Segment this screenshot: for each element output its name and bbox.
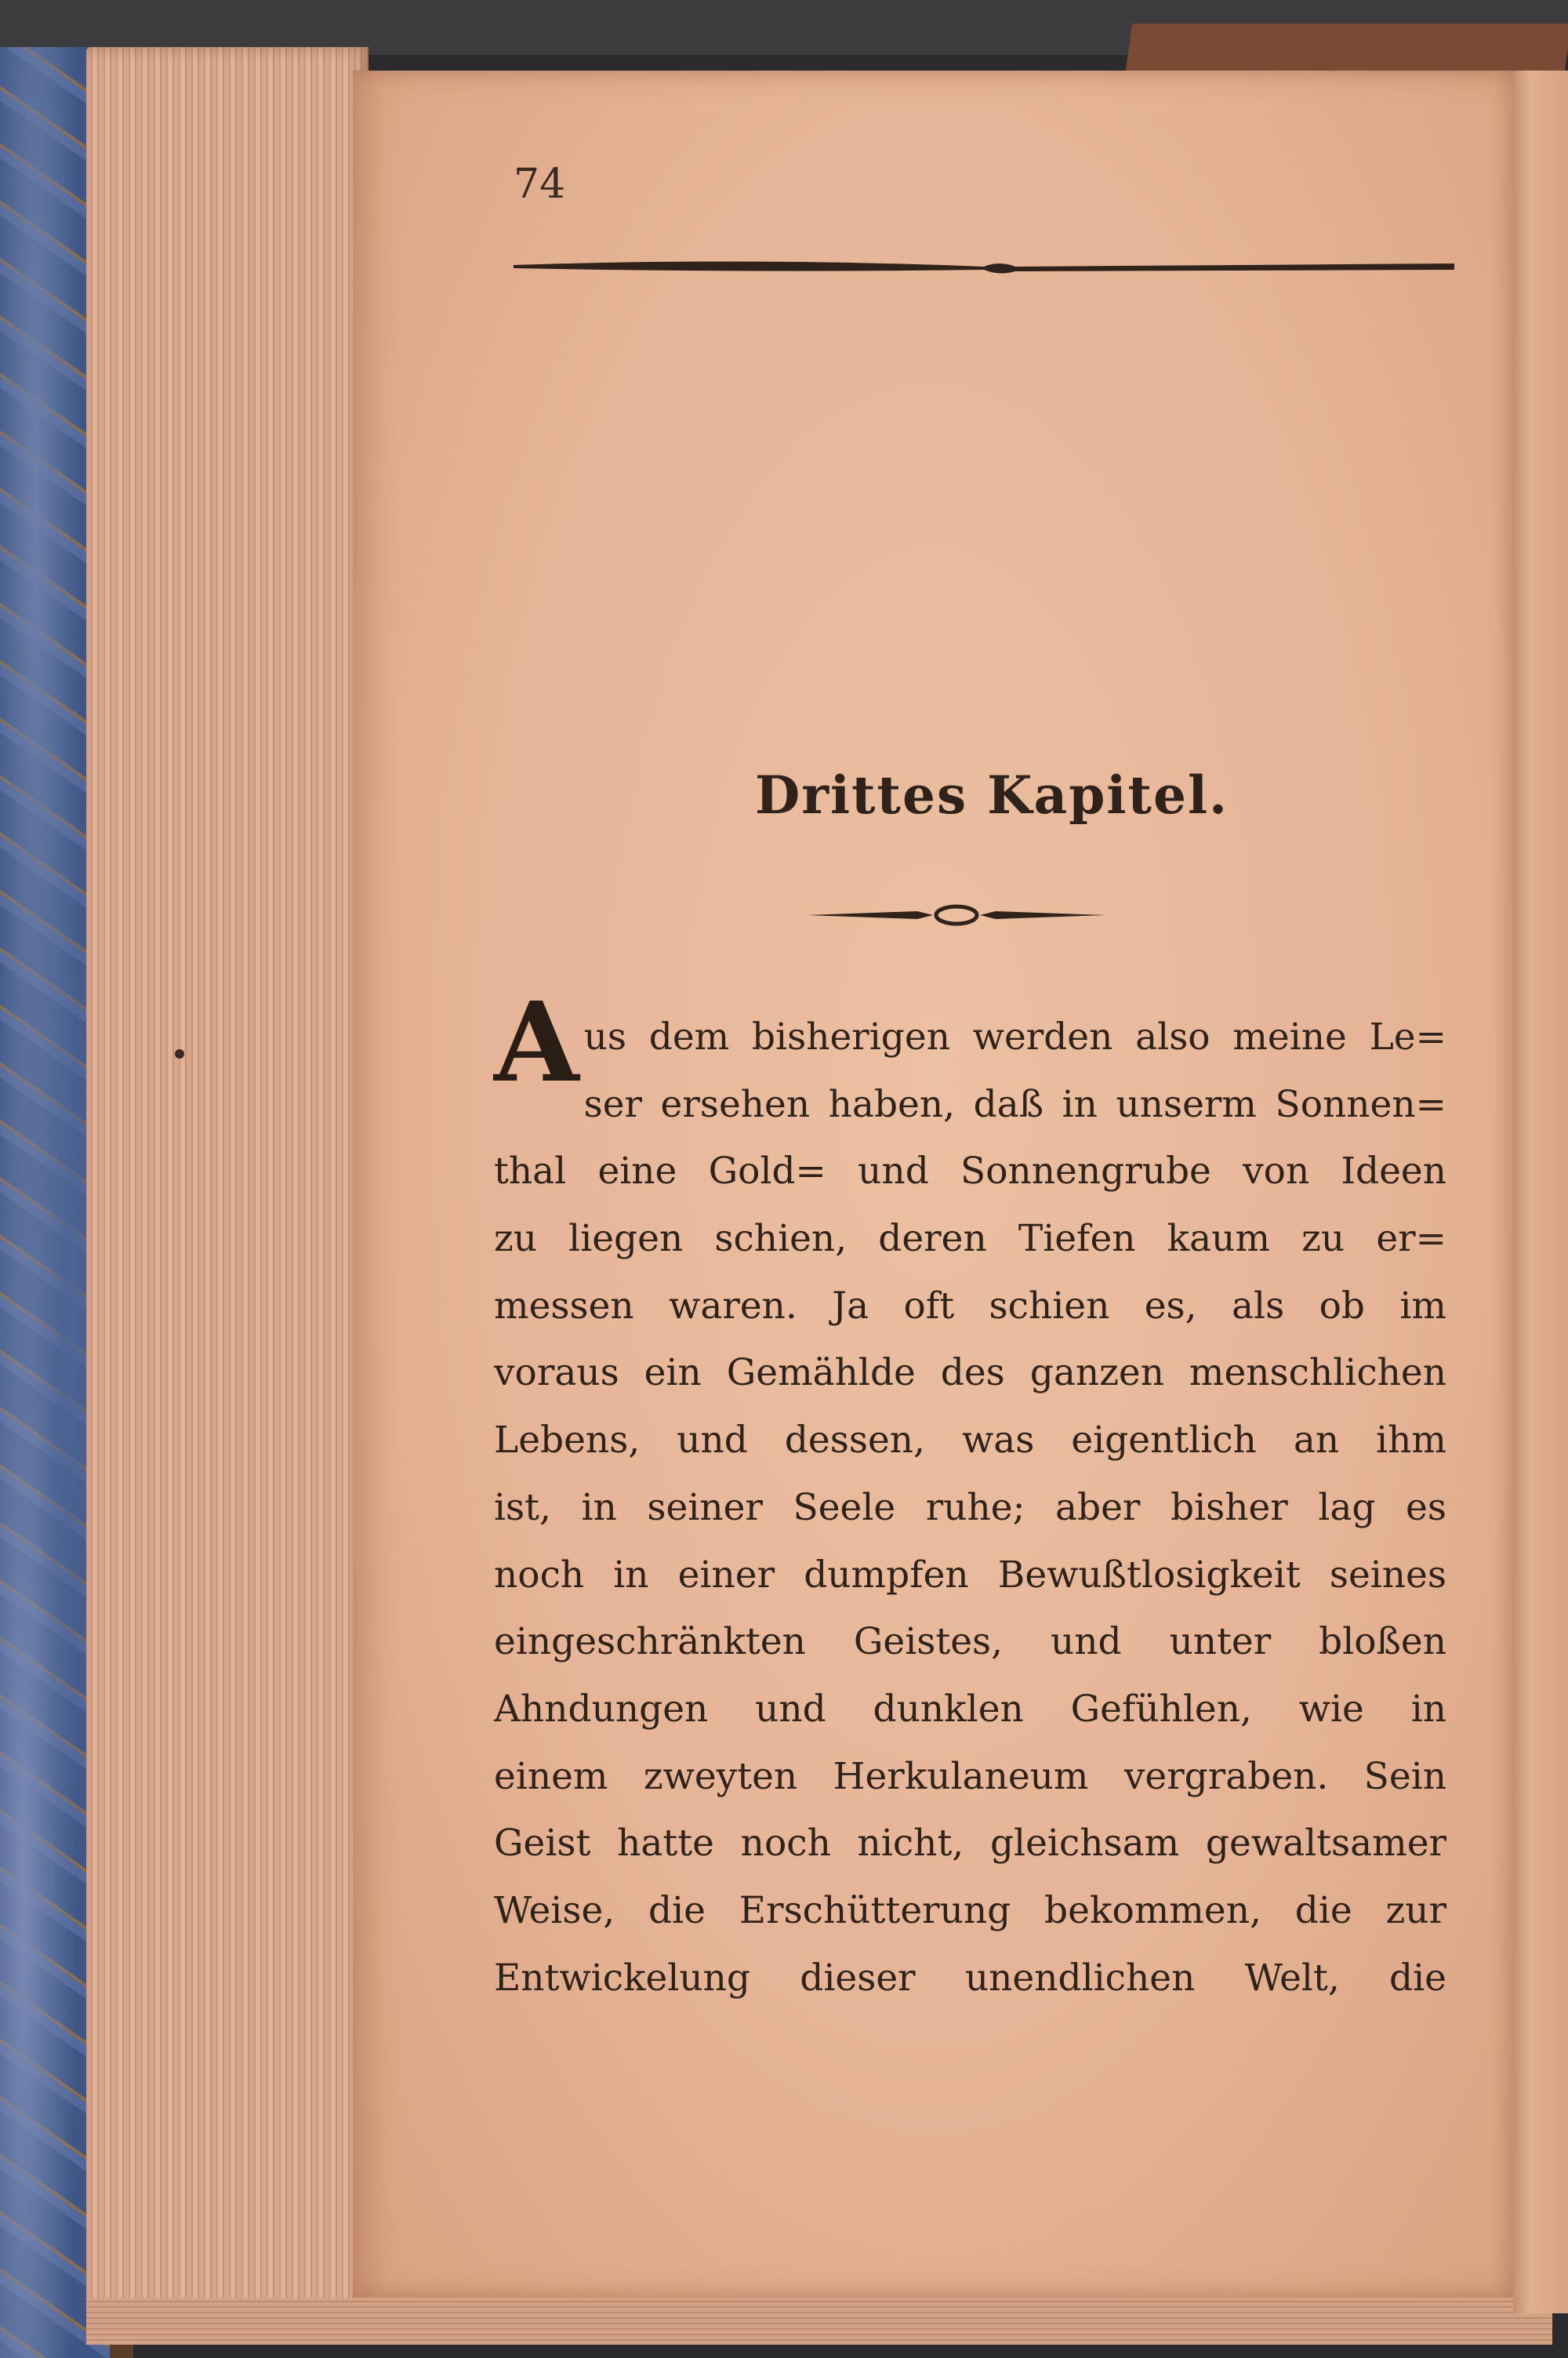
text-line: einem zweyten Herkulaneum vergraben. Sein bbox=[494, 1754, 1446, 1798]
page-stack-bottom bbox=[86, 2298, 1552, 2345]
paper-blemish bbox=[175, 1049, 184, 1059]
next-page-edge bbox=[1513, 71, 1568, 2313]
text-line: Weise, die Erschütterung bekommen, die zur bbox=[494, 1888, 1446, 1932]
text-line: Entwickelung dieser unendlichen Welt, die bbox=[494, 1956, 1446, 2000]
text-line: zu liegen schien, deren Tiefen kaum zu er= bbox=[494, 1217, 1446, 1261]
text-line: voraus ein Gemählde des ganzen menschlichen bbox=[494, 1351, 1446, 1395]
text-line: noch in einer dumpfen Bewußtlosigkeit seines bbox=[494, 1553, 1446, 1597]
text-line: Geist hatte noch nicht, gleichsam gewaltsamer bbox=[494, 1822, 1446, 1866]
text-line: ist, in seiner Seele ruhe; aber bisher lag es bbox=[494, 1485, 1446, 1529]
text-line: eingeschränkten Geistes, und unter bloßen bbox=[494, 1620, 1446, 1664]
header-rule bbox=[514, 249, 1454, 281]
page-stack bbox=[86, 47, 368, 2337]
page-number: 74 bbox=[514, 161, 566, 208]
body-text bbox=[494, 979, 1446, 2011]
text-line: Lebens, und dessen, was eigentlich an ihm bbox=[494, 1419, 1446, 1462]
leather-corner bbox=[1126, 24, 1568, 71]
text-line: Ahndungen und dunklen Gefühlen, wie in bbox=[494, 1687, 1446, 1731]
chapter-title: Drittes Kapitel. bbox=[754, 765, 1229, 826]
text-line: ser ersehen haben, daß in unserm Sonnen= bbox=[583, 1082, 1446, 1126]
text-line: thal eine Gold= und Sonnengrube von Ideen bbox=[494, 1150, 1446, 1194]
text-line: messen waren. Ja oft schien es, als ob im bbox=[494, 1284, 1446, 1328]
text-line: us dem bisherigen werden also meine Le= bbox=[583, 1016, 1446, 1059]
chapter-ornament bbox=[808, 902, 1105, 928]
drop-cap: A bbox=[494, 979, 579, 1107]
